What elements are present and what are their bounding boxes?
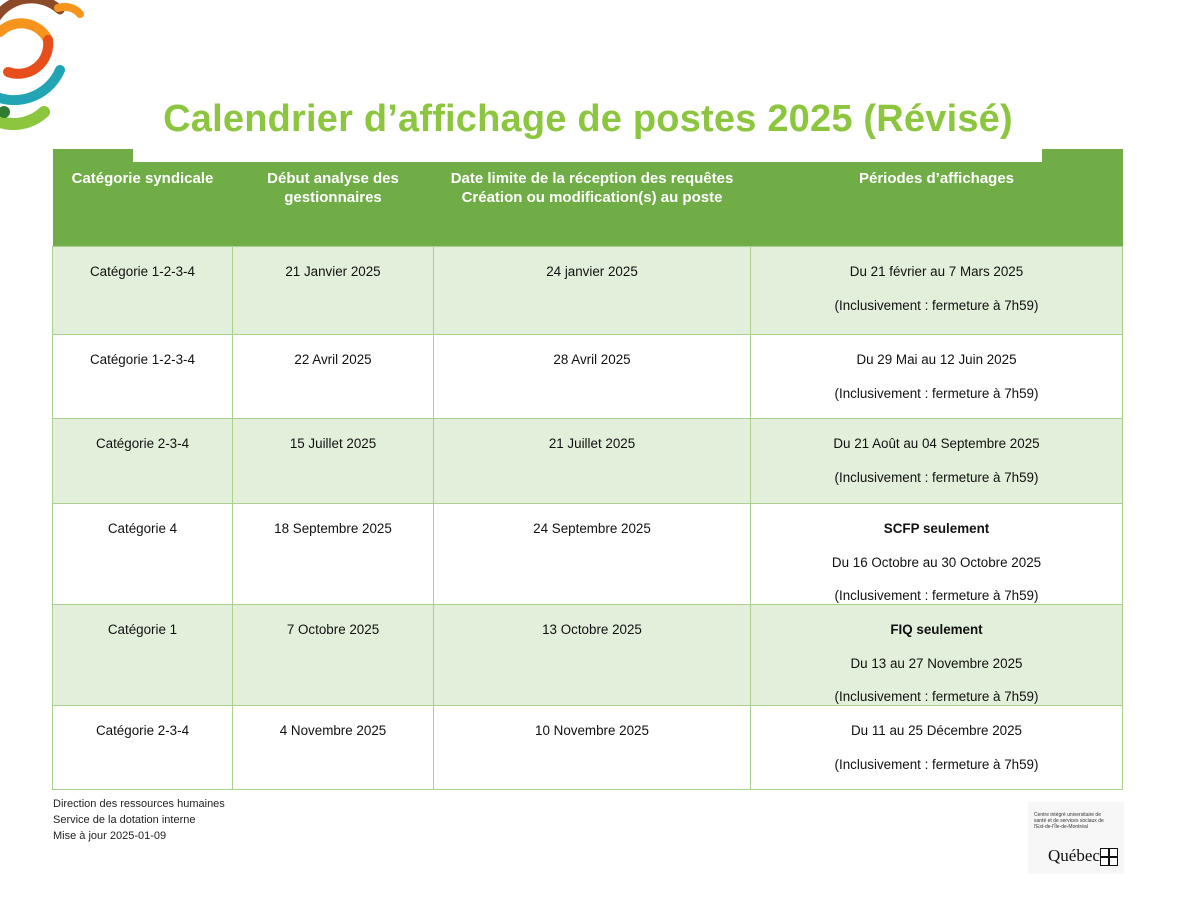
header-top-band [133, 149, 1042, 162]
table-header-row [53, 149, 1123, 247]
table-row [53, 504, 1123, 605]
table-row [53, 706, 1123, 790]
header-request-deadline: Date limite de la réception des requêtes Création ou modification(s) au poste [434, 149, 751, 247]
period-inclusive-note: (Inclusivement : fermeture à 7h59) [834, 588, 1039, 603]
cell-category: Catégorie 4 [53, 504, 233, 605]
footer-updated: Mise à jour 2025-01-09 [53, 830, 167, 842]
table-row [53, 247, 1123, 335]
period-dates: Du 13 au 27 Novembre 2025 [850, 655, 1023, 671]
period-dates: Du 21 février au 7 Mars 2025 [849, 264, 1024, 279]
cell-deadline: 13 Octobre 2025 [434, 605, 751, 706]
period-inclusive-note: (Inclusivement : fermeture à 7h59) [834, 756, 1039, 772]
period-inclusive-note: (Inclusivement : fermeture à 7h59) [834, 385, 1039, 401]
footer-department: Direction des ressources humaines [53, 798, 225, 810]
header-posting-periods: Périodes d’affichages [751, 149, 1123, 247]
cell-start: 7 Octobre 2025 [233, 605, 434, 706]
union-note: SCFP seulement [883, 521, 990, 536]
period-dates: Du 11 au 25 Décembre 2025 [851, 723, 1022, 738]
union-note: FIQ seulement [890, 622, 983, 637]
cell-deadline: 10 Novembre 2025 [434, 706, 751, 790]
cell-category: Catégorie 1 [53, 605, 233, 706]
cell-start: 4 Novembre 2025 [233, 706, 434, 790]
cell-category: Catégorie 2-3-4 [53, 706, 233, 790]
quebec-org-text: Centre intégré universitaire de santé et de services sociaux de l'Est-de-l'Île-de-Montréal [1034, 812, 1104, 830]
cell-deadline: 28 Avril 2025 [434, 335, 751, 419]
table-row [53, 419, 1123, 504]
period-dates: Du 29 Mai au 12 Juin 2025 [856, 352, 1017, 367]
cell-period [751, 247, 1123, 335]
cell-start: 22 Avril 2025 [233, 335, 434, 419]
quebec-flag-icon [1100, 848, 1118, 866]
cell-start: 18 Septembre 2025 [233, 504, 434, 605]
quebec-logo [1028, 802, 1124, 874]
cell-category: Catégorie 1-2-3-4 [53, 247, 233, 335]
cell-period [751, 706, 1123, 790]
cell-period [751, 605, 1123, 706]
period-dates: Du 16 Octobre au 30 Octobre 2025 [831, 554, 1042, 570]
period-dates: Du 21 Août au 04 Septembre 2025 [833, 436, 1040, 451]
cell-deadline: 24 janvier 2025 [434, 247, 751, 335]
period-inclusive-note: (Inclusivement : fermeture à 7h59) [834, 469, 1039, 485]
cell-period [751, 335, 1123, 419]
table-row [53, 335, 1123, 419]
table-row [53, 605, 1123, 706]
footer-service: Service de la dotation interne [53, 814, 196, 826]
cell-start: 15 Juillet 2025 [233, 419, 434, 504]
period-inclusive-note: (Inclusivement : fermeture à 7h59) [834, 689, 1039, 704]
header-start-analysis: Début analyse des gestionnaires [233, 149, 434, 247]
cell-deadline: 21 Juillet 2025 [434, 419, 751, 504]
cell-deadline: 24 Septembre 2025 [434, 504, 751, 605]
quebec-wordmark: Québec [1048, 846, 1100, 865]
cell-category: Catégorie 2-3-4 [53, 419, 233, 504]
cell-start: 21 Janvier 2025 [233, 247, 434, 335]
posting-calendar-table [52, 149, 1123, 790]
cell-period [751, 419, 1123, 504]
cell-category: Catégorie 1-2-3-4 [53, 335, 233, 419]
footer-info [53, 796, 225, 844]
page-title: Calendrier d’affichage de postes 2025 (Révisé) [163, 98, 1013, 140]
period-inclusive-note: (Inclusivement : fermeture à 7h59) [834, 297, 1039, 313]
cell-period [751, 504, 1123, 605]
header-category: Catégorie syndicale [53, 149, 233, 247]
